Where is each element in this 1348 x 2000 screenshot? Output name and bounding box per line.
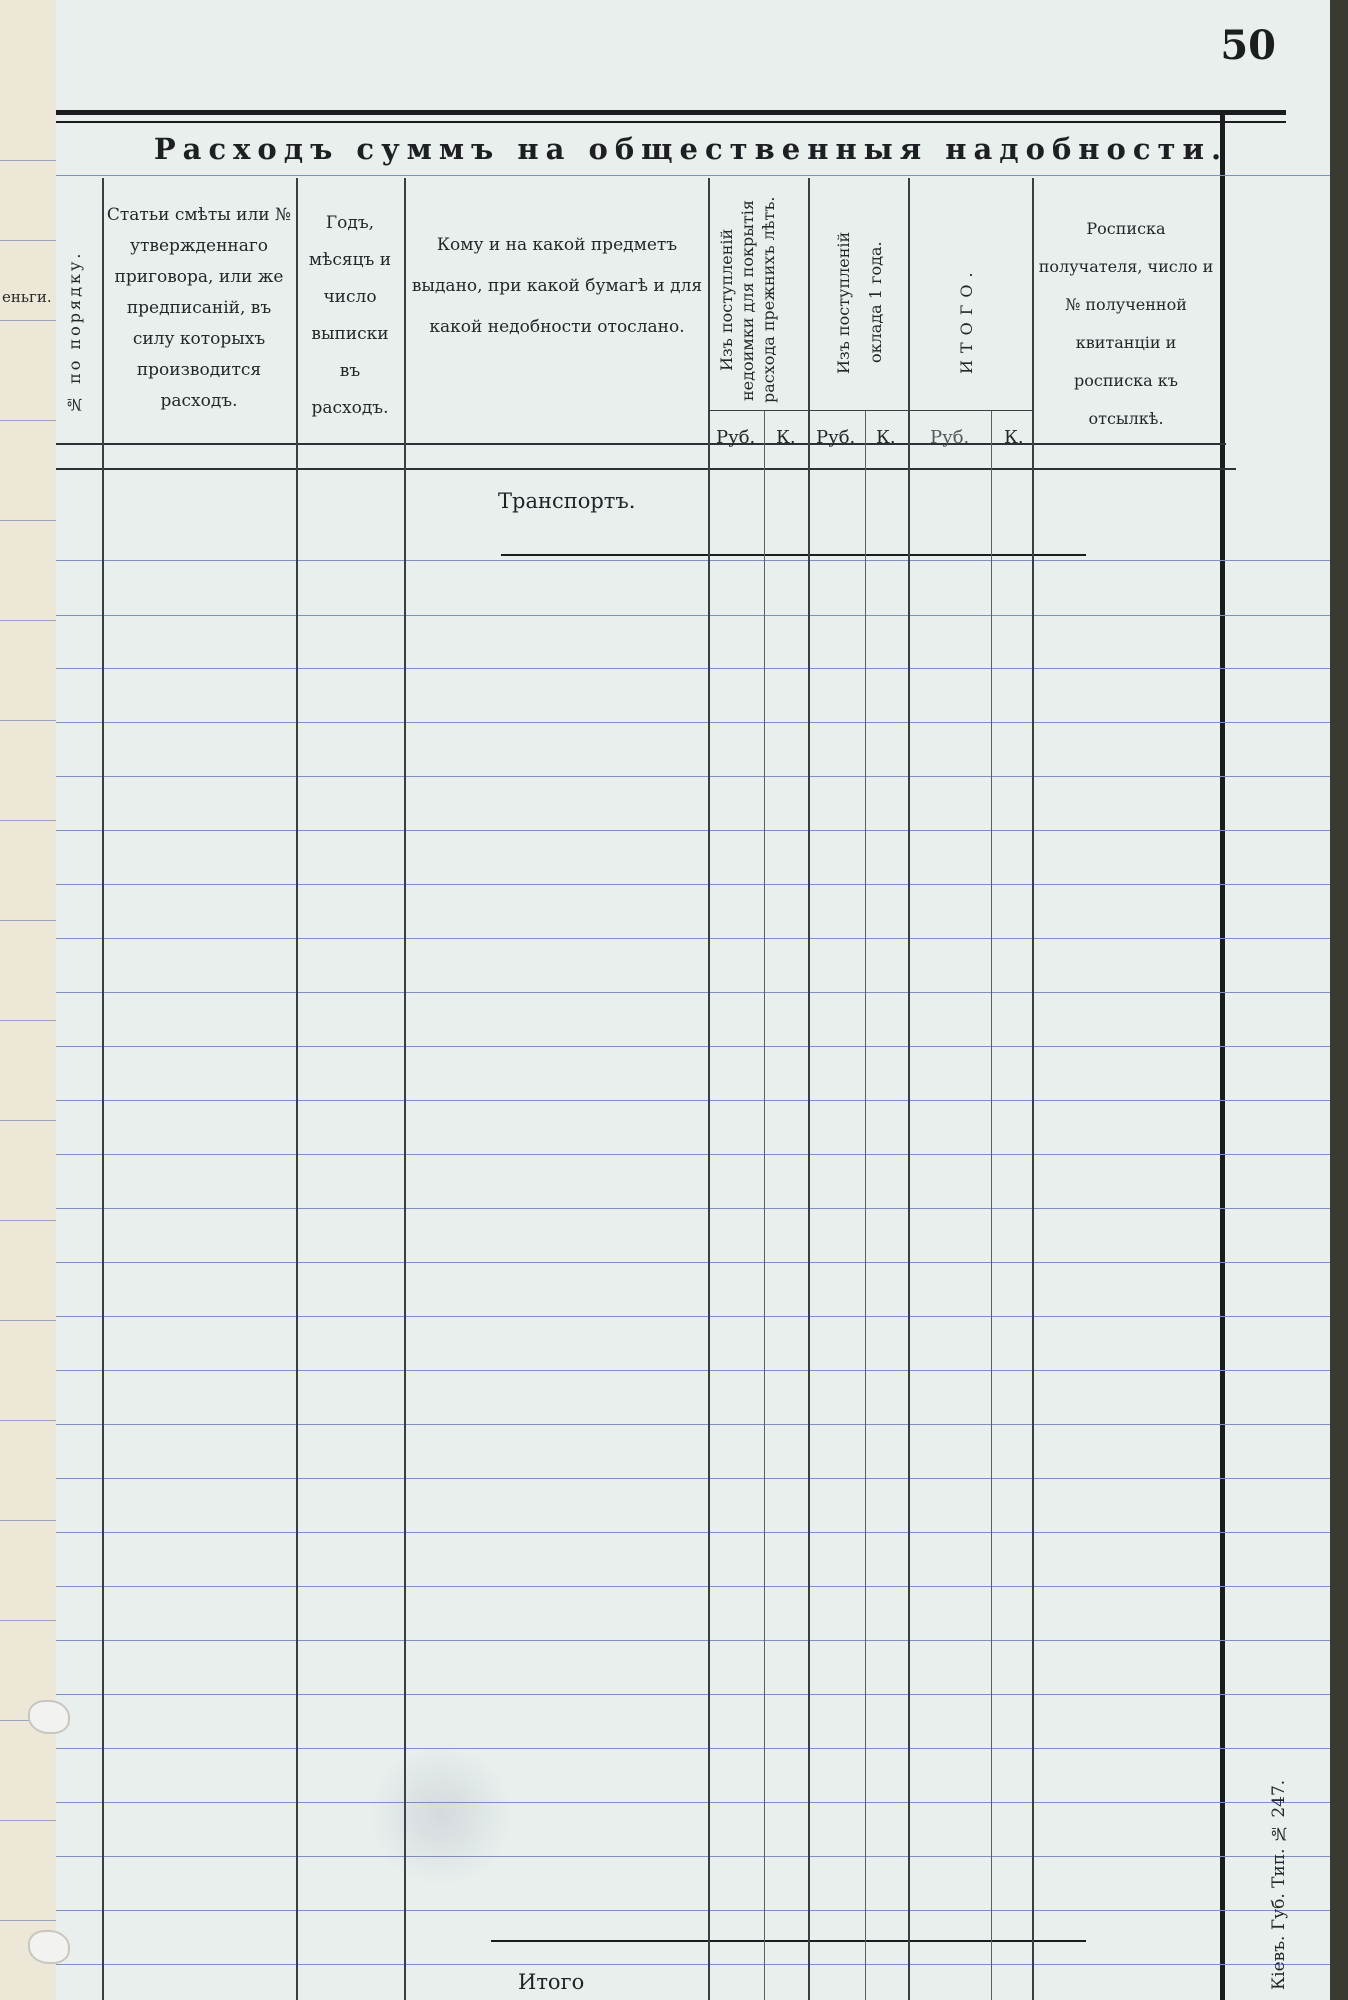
- header-recipient: Кому и на какой предметъ выдано, при какой бумагѣ и для какой недобности отослано.: [411, 235, 703, 337]
- header-total: ИТОГО.: [957, 265, 976, 375]
- table-title: Расходъ суммъ на общественныя надобности.: [153, 132, 1229, 166]
- total-line: [491, 1940, 1086, 1942]
- header-order-no: № по порядку.: [65, 250, 84, 415]
- printer-imprint: Кіевъ. Губ. Тип. № 247.: [1269, 1779, 1289, 1990]
- subheader-kop-2: К.: [876, 427, 896, 448]
- header-arrears: Изъ поступленій недоимки для покрытія расхода прежнихъ лѣтъ.: [717, 196, 778, 404]
- binding-hole: [28, 1930, 70, 1964]
- binding-hole: [28, 1700, 70, 1734]
- book-edge: [1330, 0, 1348, 2000]
- subheader-rub-1: Руб.: [716, 427, 756, 448]
- header-date: Годъ, мѣсяцъ и число выписки въ расходъ.: [308, 213, 392, 418]
- header-receipt: Росписка получателя, число и № полученной квитанціи и росписка къ отсылкѣ.: [1038, 219, 1214, 428]
- subheader-rub-2: Руб.: [816, 427, 856, 448]
- subheader-kop-1: К.: [776, 427, 796, 448]
- total-label: Итого: [518, 1970, 585, 1994]
- subheader-kop-3: К.: [1004, 427, 1024, 448]
- subheader-rule: [708, 410, 1033, 411]
- faded-stamp: [366, 1745, 516, 1885]
- left-page-word: еньги.: [2, 288, 52, 306]
- header-articles: Статьи смѣты или № утвержденнаго приговора, или же предписаній, въ силу которыхъ производится расходъ.: [106, 205, 292, 411]
- right-border: [1220, 110, 1225, 2000]
- page-number: 50: [1220, 22, 1276, 69]
- header-current: Изъ поступленій оклада 1 года.: [834, 231, 885, 374]
- top-rule: [56, 110, 1286, 115]
- transport-underline: [501, 554, 1086, 556]
- top-rule-thin: [56, 121, 1286, 123]
- subheader-rub-3: Руб.: [930, 427, 970, 448]
- ledger-page: [56, 0, 1346, 2000]
- transport-label: Транспортъ.: [498, 489, 636, 513]
